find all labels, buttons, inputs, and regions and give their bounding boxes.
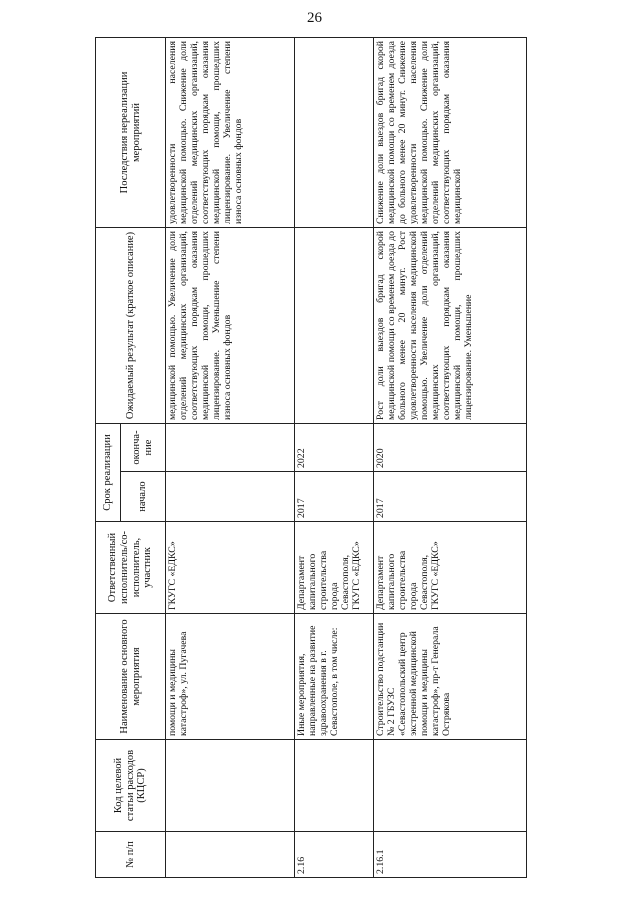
cell-name: Иные мероприятия, направленные на развитие здравоохранения в г. Севастополе, в том числе: — [295, 614, 374, 740]
cell-start — [166, 472, 295, 522]
activities-table — [95, 37, 527, 878]
header-start: начало — [121, 472, 166, 522]
cell-kcsr — [374, 740, 527, 832]
header-period: Срок реализации — [96, 423, 121, 521]
cell-kcsr — [166, 740, 295, 832]
header-end: оконча-ние — [121, 423, 166, 471]
page-number: 26 — [307, 10, 322, 26]
table-row — [166, 37, 295, 877]
header-num: № п/п — [96, 832, 166, 878]
cell-end: 2022 — [295, 423, 374, 471]
cell-executor: Департамент капитального строительства города Севастополя, ГКУГС «ЕДКС» — [374, 522, 527, 614]
header-kcsr: Код целевой статьи расходов (КЦСР) — [96, 740, 166, 832]
cell-result: медицинской помощью. Увеличение доли отделений медицинских организаций, соответствующих порядкам оказания медицинской помощи, прошедших лицензирование. Уменьшение степени износа основных фондов — [166, 227, 295, 423]
cell-name: Строительство подстанции № 2 ГБУЗС «Севастопольский центр экстренной медицинской помощи и медицины катастроф», пр-т Генерала Острякова — [374, 614, 527, 740]
cell-end — [166, 423, 295, 471]
header-consequences: Последствия нереализации мероприятий — [96, 37, 166, 227]
cell-executor: Департамент капитального строительства города Севастополя, ГКУГС «ЕДКС» — [295, 522, 374, 614]
cell-consequences: удовлетворенности населения медицинской помощью. Снижение доли отделений медицинских организаций, соответствующих порядкам оказания медицинской помощи, прошедших лицензирование. Увеличение степени износа основных фондов — [166, 37, 295, 227]
table-row — [295, 37, 374, 877]
cell-result: Рост доли выездов бригад скорой медицинской помощи со временем доезда до больного менее 20 минут. Рост удовлетворенности населения медицинской помощью. Увеличение доли отделений медицинских организаций, соответствующих порядкам оказания медицинской помощи, прошедших лицензирование. Уменьшение — [374, 227, 527, 423]
document-table-area — [95, 38, 605, 878]
rotated-table-container — [95, 38, 605, 878]
cell-result — [295, 227, 374, 423]
cell-num — [166, 832, 295, 878]
cell-num: 2.16 — [295, 832, 374, 878]
cell-end: 2020 — [374, 423, 527, 471]
cell-name: помощи и медицины катастроф», ул. Пугачева — [166, 614, 295, 740]
cell-kcsr — [295, 740, 374, 832]
cell-executor: ГКУГС «ЕДКС» — [166, 522, 295, 614]
header-executor: Ответственный исполнитель/со-исполнитель, участник — [96, 522, 166, 614]
header-result: Ожидаемый результат (краткое описание) — [96, 227, 166, 423]
cell-start: 2017 — [374, 472, 527, 522]
table-row — [374, 37, 527, 877]
cell-num: 2.16.1 — [374, 832, 527, 878]
cell-consequences — [295, 37, 374, 227]
table-header-row — [96, 37, 121, 877]
cell-consequences: Снижение доли выездов бригад скорой медицинской помощи со временем доезда до больного менее 20 минут. Снижение удовлетворенности населения медицинской помощью. Снижение доли отделений медицинских организаций, соответствующих порядкам оказания медицинской — [374, 37, 527, 227]
header-name: Наименование основного мероприятия — [96, 614, 166, 740]
cell-start: 2017 — [295, 472, 374, 522]
